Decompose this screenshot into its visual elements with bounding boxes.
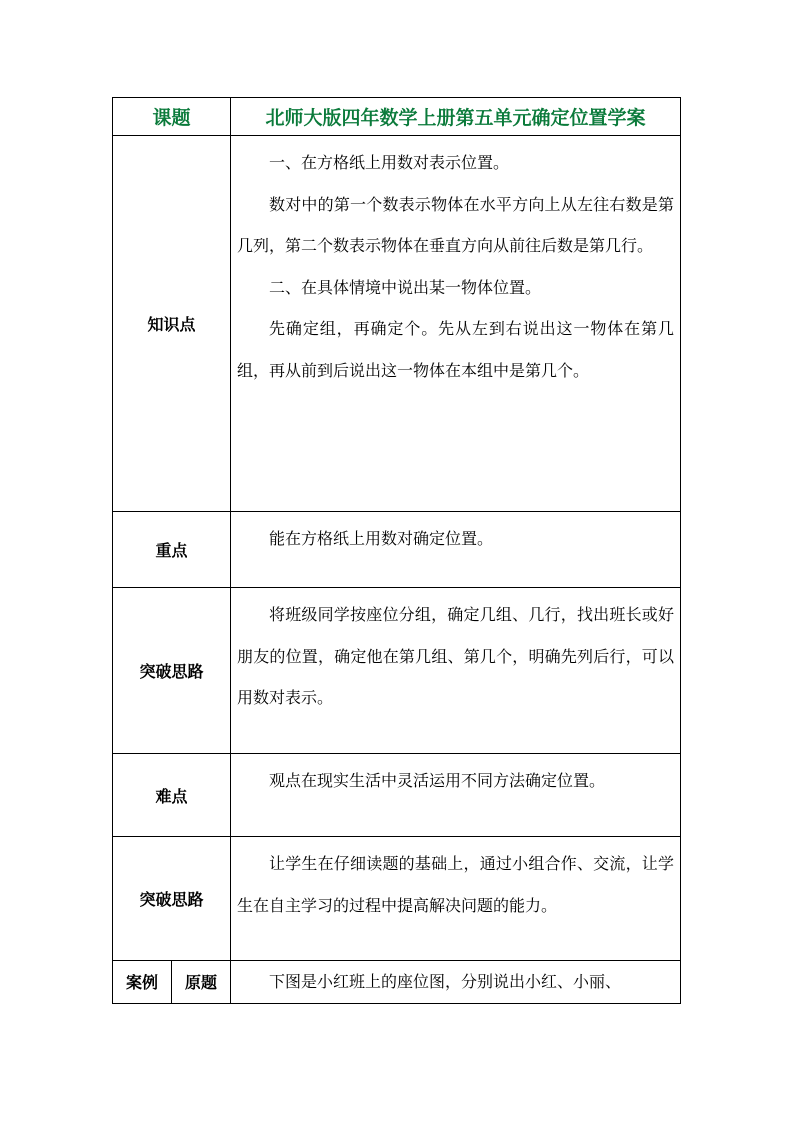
knowledge-label: 知识点 xyxy=(113,136,231,512)
breakthrough-label-2: 突破思路 xyxy=(113,837,231,961)
case-content xyxy=(231,961,681,1004)
case-text: 下图是小红班上的座位图，分别说出小红、小丽、 xyxy=(269,972,622,991)
knowledge-paragraph: 一、在方格纸上用数对表示位置。 xyxy=(269,153,510,172)
breakthrough-text-1: 将班级同学按座位分组，确定几组、几行，找出班长或好朋友的位置，确定他在第几组、第几个，明确先列后行，可以用数对表示。 xyxy=(237,605,675,707)
knowledge-paragraph: 先确定组，再确定个。先从左到右说出这一物体在第几组，再从前到后说出这一物体在本组中是第几个。 xyxy=(237,319,675,380)
breakthrough-row-1 xyxy=(113,588,681,754)
key-point-row xyxy=(113,512,681,588)
breakthrough-text-2: 让学生在仔细读题的基础上，通过小组合作、交流，让学生在自主学习的过程中提高解决问题的能力。 xyxy=(237,854,675,915)
breakthrough-content-2 xyxy=(231,837,681,961)
difficulty-row xyxy=(113,754,681,837)
difficulty-text: 观点在现实生活中灵活运用不同方法确定位置。 xyxy=(269,771,606,790)
original-question-label: 原题 xyxy=(172,961,231,1004)
knowledge-content xyxy=(231,136,681,512)
key-point-content xyxy=(231,512,681,588)
breakthrough-row-2 xyxy=(113,837,681,961)
case-label: 案例 xyxy=(113,961,172,1004)
lesson-plan-sheet xyxy=(112,97,680,1004)
key-point-label: 重点 xyxy=(113,512,231,588)
breakthrough-content-1 xyxy=(231,588,681,754)
lesson-title: 北师大版四年数学上册第五单元确定位置学案 xyxy=(231,98,681,136)
case-row xyxy=(113,961,681,1004)
key-point-text: 能在方格纸上用数对确定位置。 xyxy=(269,529,494,548)
knowledge-paragraph: 数对中的第一个数表示物体在水平方向上从左往右数是第几列，第二个数表示物体在垂直方向从前往后数是第几行。 xyxy=(237,194,675,255)
knowledge-paragraph: 二、在具体情境中说出某一物体位置。 xyxy=(269,277,542,297)
difficulty-label: 难点 xyxy=(113,754,231,837)
lesson-plan-table xyxy=(112,97,681,1004)
knowledge-row xyxy=(113,136,681,512)
breakthrough-label-1: 突破思路 xyxy=(113,588,231,754)
topic-label: 课题 xyxy=(113,98,231,136)
difficulty-content xyxy=(231,754,681,837)
header-row xyxy=(113,98,681,136)
